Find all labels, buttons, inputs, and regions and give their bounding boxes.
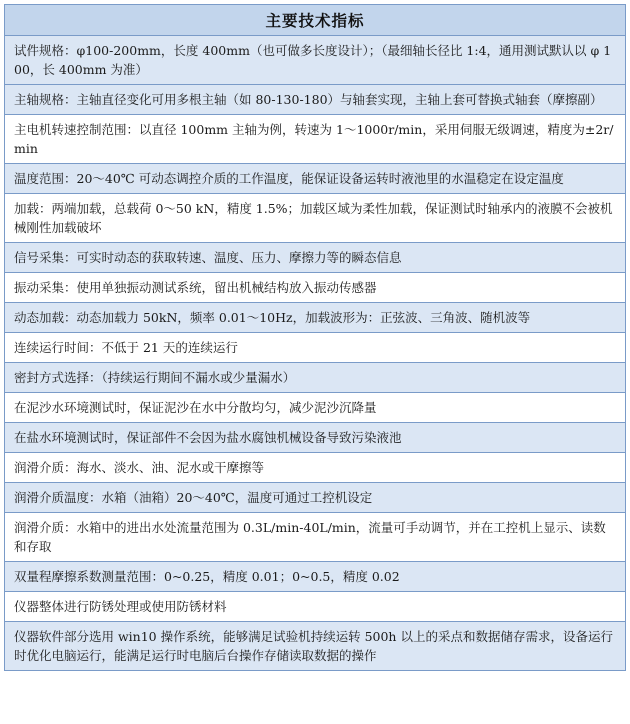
table-header-row xyxy=(5,5,626,36)
table-row xyxy=(5,115,626,164)
table-row xyxy=(5,622,626,671)
table-row xyxy=(5,273,626,303)
spec-cell: 在泥沙水环境测试时，保证泥沙在水中分散均匀，减少泥沙沉降量 xyxy=(5,393,626,423)
table-row xyxy=(5,85,626,115)
spec-cell: 仪器整体进行防锈处理或使用防锈材料 xyxy=(5,592,626,622)
table-title: 主要技术指标 xyxy=(5,5,626,36)
table-row xyxy=(5,164,626,194)
table-row xyxy=(5,303,626,333)
spec-cell: 密封方式选择：（持续运行期间不漏水或少量漏水） xyxy=(5,363,626,393)
table-row xyxy=(5,562,626,592)
spec-cell: 仪器软件部分选用 win10 操作系统，能够满足试验机持续运转 500h 以上的采点和数据储存需求，设备运行时优化电脑运行，能满足运行时电脑后台操作存储读取数据的操作 xyxy=(5,622,626,671)
spec-cell: 主电机转速控制范围：以直径 100mm 主轴为例，转速为 1～1000r/min，采用伺服无级调速，精度为±2r/min xyxy=(5,115,626,164)
spec-table xyxy=(4,4,626,671)
spec-cell: 温度范围：20～40℃ 可动态调控介质的工作温度，能保证设备运转时液池里的水温稳定在设定温度 xyxy=(5,164,626,194)
table-row xyxy=(5,36,626,85)
spec-cell: 双量程摩擦系数测量范围：0~0.25，精度 0.01；0~0.5，精度 0.02 xyxy=(5,562,626,592)
table-row xyxy=(5,363,626,393)
table-row xyxy=(5,483,626,513)
spec-cell: 动态加载：动态加载力 50kN，频率 0.01～10Hz，加载波形为：正弦波、三角波、随机波等 xyxy=(5,303,626,333)
spec-cell: 润滑介质：海水、淡水、油、泥水或干摩擦等 xyxy=(5,453,626,483)
spec-cell: 加载：两端加载，总载荷 0～50 kN，精度 1.5%；加载区域为柔性加载，保证测试时轴承内的液膜不会被机械刚性加载破坏 xyxy=(5,194,626,243)
spec-cell: 振动采集：使用单独振动测试系统，留出机械结构放入振动传感器 xyxy=(5,273,626,303)
table-row xyxy=(5,393,626,423)
spec-cell: 润滑介质温度：水箱（油箱）20～40℃，温度可通过工控机设定 xyxy=(5,483,626,513)
table-row xyxy=(5,592,626,622)
spec-cell: 在盐水环境测试时，保证部件不会因为盐水腐蚀机械设备导致污染液池 xyxy=(5,423,626,453)
table-row xyxy=(5,243,626,273)
spec-cell: 试件规格：φ100-200mm，长度 400mm（也可做多长度设计）；（最细轴长径比 1:4，通用测试默认以 φ 100，长 400mm 为准） xyxy=(5,36,626,85)
spec-cell: 信号采集：可实时动态的获取转速、温度、压力、摩擦力等的瞬态信息 xyxy=(5,243,626,273)
spec-cell: 连续运行时间：不低于 21 天的连续运行 xyxy=(5,333,626,363)
table-row xyxy=(5,194,626,243)
table-row xyxy=(5,333,626,363)
table-row xyxy=(5,453,626,483)
spec-cell: 润滑介质：水箱中的进出水处流量范围为 0.3L/min-40L/min，流量可手动调节，并在工控机上显示、读数和存取 xyxy=(5,513,626,562)
spec-cell: 主轴规格：主轴直径变化可用多根主轴（如 80-130-180）与轴套实现，主轴上套可替换式轴套（摩擦副） xyxy=(5,85,626,115)
spec-table-body xyxy=(5,5,626,671)
table-row xyxy=(5,423,626,453)
table-row xyxy=(5,513,626,562)
